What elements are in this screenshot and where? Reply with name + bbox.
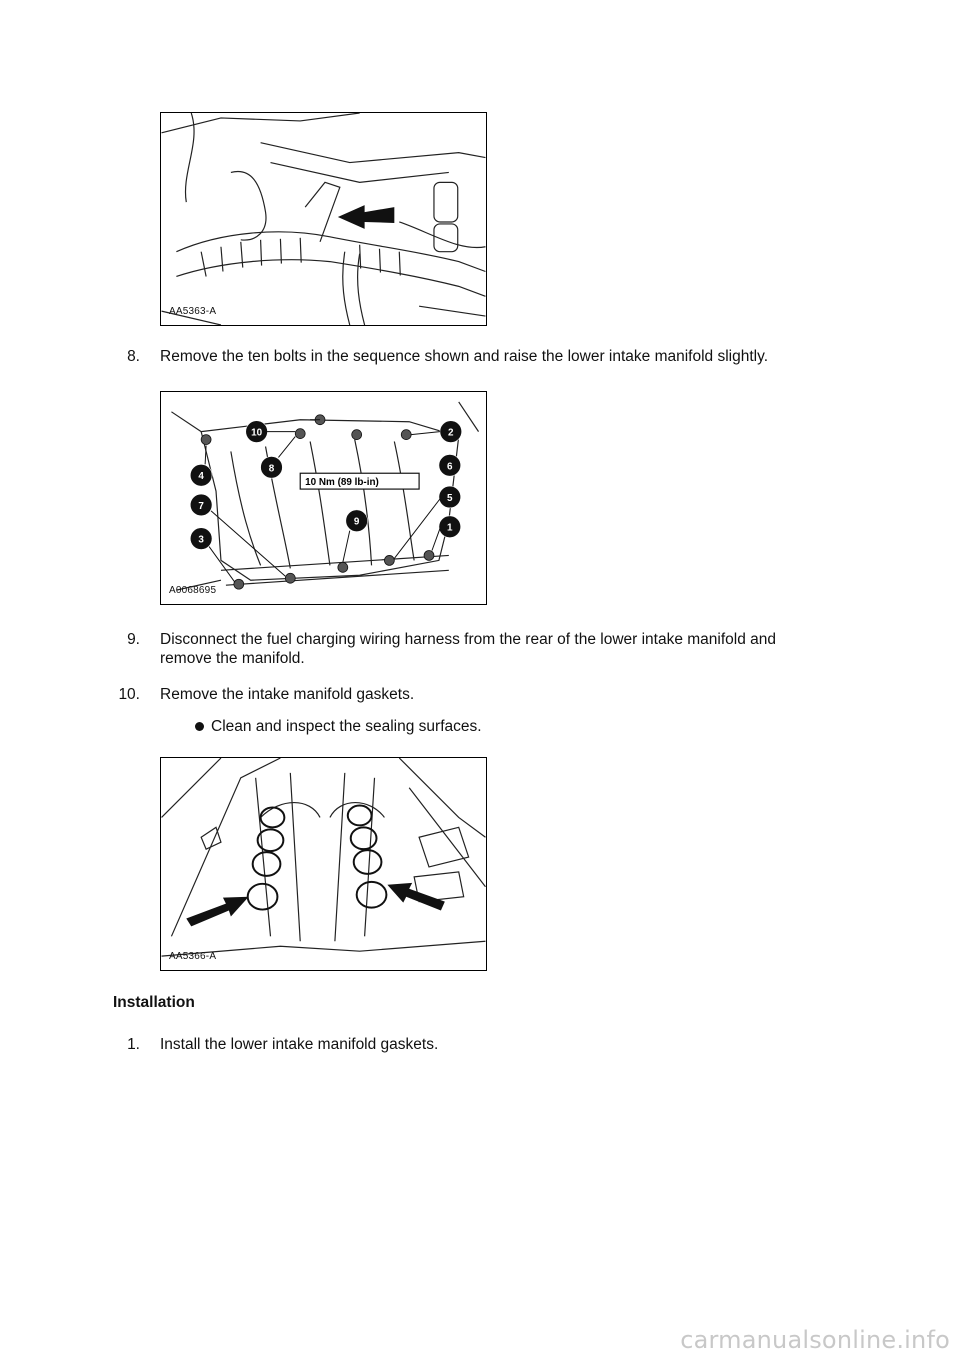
figure-id-label: A0068695 bbox=[169, 585, 217, 596]
manifold-bolt-illustration bbox=[161, 392, 486, 604]
callout-number: 10 bbox=[251, 427, 263, 439]
callout-number: 4 bbox=[198, 471, 204, 483]
harness-illustration bbox=[161, 113, 486, 325]
step-text: Remove the intake manifold gaskets. bbox=[160, 686, 415, 703]
callout-number: 7 bbox=[198, 500, 204, 512]
callout-number: 2 bbox=[448, 427, 454, 439]
figure-id-label: AA5363-A bbox=[169, 306, 217, 317]
bolt-heads bbox=[201, 415, 434, 589]
step-text: Install the lower intake manifold gaskets. bbox=[160, 1036, 439, 1053]
gasket-illustration bbox=[161, 758, 486, 970]
figure-harness-disconnect bbox=[160, 112, 487, 326]
step-number: 1. bbox=[127, 1036, 140, 1053]
figure-gaskets bbox=[160, 757, 487, 971]
callout-number: 6 bbox=[447, 461, 453, 473]
callout-number: 8 bbox=[268, 463, 275, 475]
section-heading: Installation bbox=[113, 994, 195, 1011]
step-text: Remove the ten bolts in the sequence shown and raise the lower intake manifold slightly. bbox=[160, 348, 769, 365]
gasket-outlines bbox=[248, 806, 387, 910]
bullet-text: Clean and inspect the sealing surfaces. bbox=[211, 718, 482, 735]
arrow-indicators bbox=[186, 883, 445, 927]
bullet-dot-icon bbox=[195, 722, 204, 731]
step-text-line-2: remove the manifold. bbox=[160, 650, 305, 667]
arrow-indicator bbox=[338, 205, 394, 229]
figure-bolt-sequence bbox=[160, 391, 487, 605]
torque-label: 10 Nm (89 lb-in) bbox=[305, 477, 379, 489]
figure-id-label: AA5366-A bbox=[169, 951, 217, 962]
watermark: carmanualsonline.info bbox=[680, 1326, 950, 1354]
step-number: 8. bbox=[127, 348, 140, 365]
step-number: 9. bbox=[127, 631, 140, 648]
callout-number: 1 bbox=[447, 522, 453, 534]
step-number: 10. bbox=[118, 686, 140, 703]
callout-number: 9 bbox=[353, 516, 360, 528]
callout-number: 5 bbox=[447, 492, 453, 504]
step-text-line-1: Disconnect the fuel charging wiring harness from the rear of the lower intake manifold and bbox=[160, 631, 777, 648]
callout-number: 3 bbox=[198, 534, 204, 546]
